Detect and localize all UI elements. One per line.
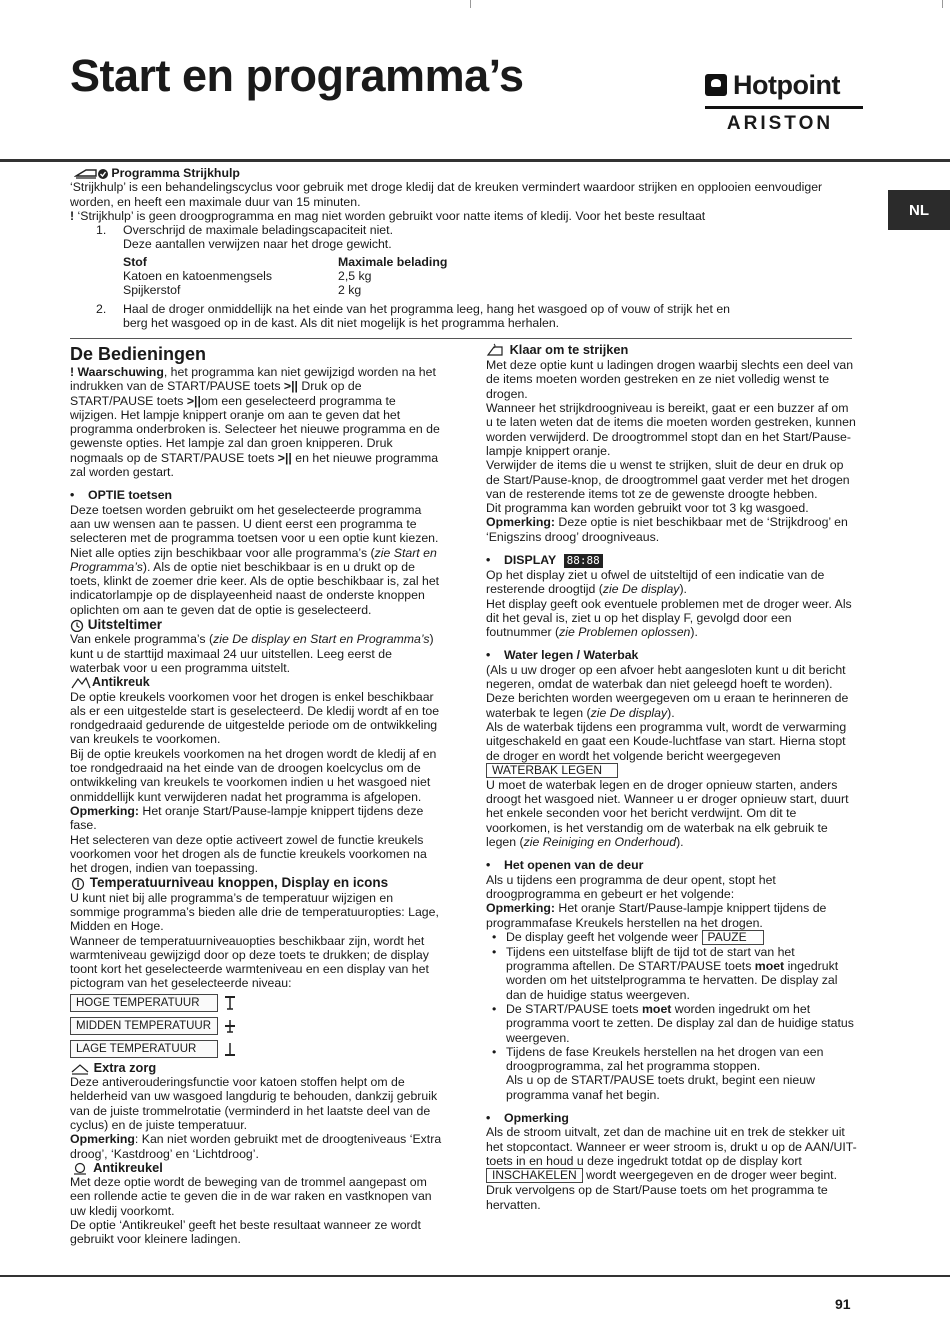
klaar-e: Opmerking: Deze optie is niet beschikbaar met de ‘Strijkdroog’ en ‘Enigszins droog’ droogniveaus. xyxy=(486,515,848,544)
temp-level-medium: MIDDEN TEMPERATUUR xyxy=(70,1017,218,1035)
hotpoint-ariston-logo xyxy=(705,70,867,140)
table-header-stof: Stof xyxy=(123,254,147,269)
optie-title: • OPTIE toetsen xyxy=(70,488,442,502)
temp-b: Wanneer de temperatuurniveauopties beschikbaar zijn, wordt het warmteniveau gewijzigd door op deze toets te drukken; de display toont kort het geselecteerde warmteniveau en een display van het pictogram van het geselecteerde niveau: xyxy=(70,933,429,991)
start-pause-icon: >|| xyxy=(274,450,292,465)
temp-level-high: HOGE TEMPERATUUR xyxy=(70,994,218,1012)
antikreuk-a: De optie kreukels voorkomen voor het drogen is enkel beschikbaar als er een uitgestelde start is geselecteerd. De kledij wordt af en toe rondgedraaid gedurende de uitgestelde periode om de ontwikkeling van kreukels te voorkomen. xyxy=(70,689,440,747)
logo-brand: Hotpoint xyxy=(733,70,840,100)
temp-high-icon xyxy=(223,995,237,1011)
hotpoint-logo-icon xyxy=(705,74,727,96)
klaar-d: Dit programma kan worden gebruikt voor tot 3 kg wasgoed. xyxy=(486,501,809,516)
section-rule xyxy=(70,338,852,339)
strijkhulp-p2: ‘Strijkhulp’ is geen droogprogramma en mag niet worden gebruikt voor natte items of kledij. Voor het beste resultaat xyxy=(77,208,706,223)
antikreukel-heading: Antikreukel xyxy=(70,1161,442,1175)
page-title: Start en programma’s xyxy=(70,50,524,101)
item1-b: Deze aantallen verwijzen naar het droge gewicht. xyxy=(123,237,392,252)
deur-b: Opmerking: Het oranje Start/Pause-lampje knippert tijdens de programmafase Kreukels herstellen na het drogen. xyxy=(486,901,827,930)
list-item: • Tijdens de fase Kreukels herstellen na het drogen van een droogprogramma, zal het programma stoppen. Als u op de START/PAUSE toets drukt, begint een nieuw programma vanaf het begin. xyxy=(506,1045,858,1102)
strijkhulp-section xyxy=(70,166,840,330)
optie-paragraph: Deze toetsen worden gebruikt om het geselecteerde programma aan uw wensen aan te passen. U dient eerst een programma te selecteren met de programma toetsen voor u een optie kunt kiezen. Niet alle opties zijn beschikbaar voor alle programma’s (zie Start en Programma’s). Als de optie niet beschikbaar is en u drukt op de toets, klinkt de zoemer drie keer. Als de optie beschikbaar is, zal het indicatorlampje op de displayeenheid naast de onderste knoppen oplichten om aan te geven dat de optie is geselecteerd. xyxy=(70,502,440,617)
item1-a: Overschrijd de maximale beladingscapaciteit niet. xyxy=(123,223,393,238)
water-a: (Als u uw droger op een afvoer hebt aangesloten kunt u dit bericht negeren, omdat de waterbak dan niet geleegd hoeft te worden). xyxy=(486,662,846,692)
antikreuk-heading: Antikreuk xyxy=(70,675,442,689)
table-cell: 2,5 kg xyxy=(338,269,372,284)
crop-mark xyxy=(942,0,943,8)
antikreuk-b: Bij de optie kreukels voorkomen na het drogen wordt de kledij af en toe rondgedraaid na het einde van de droogen koelcyclus om de ontwikkeling van kreukels te voorkomen indien u het wasgoed niet onmiddellijk kunt verwijderen nadat het programma is afgelopen. Opmerking: Het oranje Start/Pause-lampje knippert tijdens deze fase. xyxy=(70,746,437,833)
klaar-b: Wanneer het strijkdroogniveau is bereikt, gaat er een buzzer af om u te laten weten dat de items die moeten worden gestreken, kunnen worden verwijderd. De droogtrommel stopt dan en het Start/Pause-lampje knippert oranje. xyxy=(486,401,856,458)
display-a: Op het display ziet u ofwel de uitsteltijd of een indicatie van de resterende droogtijd (zie De display). xyxy=(486,567,825,597)
klaar-heading: Klaar om te strijken xyxy=(486,343,858,358)
antikreukel-a: Met deze optie wordt de beweging van de trommel aangepast om een rollende actie te geven die in de war raken en vastknopen van uw kledij voorkomt. xyxy=(70,1175,432,1218)
table-cell: Katoen en katoenmengsels xyxy=(123,269,273,284)
logo-sub: ARISTON xyxy=(726,113,834,134)
display-c: Het display geeft ook eventuele problemen met de droger weer. Als dit het geval is, ziet u op het display F, gevolgd door een foutnummer (zie Problemen oplossen). xyxy=(486,596,852,640)
opmerking-heading: • Opmerking xyxy=(486,1111,858,1125)
strijkhulp-p1: ‘Strijkhulp’ is een behandelingscyclus voor gebruik met droge kledij dat de kreuken vermindert waardoor strijken en opplooien eenvoudiger worden, en heeft een maximale duur van 15 minuten. xyxy=(70,180,823,209)
antikreuk-d: Het selecteren van deze optie activeert zowel de functie kreukels voorkomen voor het drogen als de functie kreukels voorkomen na het drogen, indien van toepassing. xyxy=(70,832,427,876)
iron-icon xyxy=(486,343,506,358)
item1-number: 1. xyxy=(96,223,107,238)
temp-heading: Temperatuurniveau knoppen, Display en icons xyxy=(70,876,442,890)
inschakelen-box: INSCHAKELEN xyxy=(486,1168,583,1183)
strijkhulp-heading: Programma Strijkhulp xyxy=(111,166,240,180)
deur-list xyxy=(486,930,858,1102)
list-item: • De display geeft het volgende weer PAUZE xyxy=(506,930,858,945)
extra-a: Deze antiverouderingsfunctie voor katoen stoffen helpt om de helderheid van uw wasgoed langdurig te behouden, dankzij gebruik van de juiste trommelrotatie (verminderd in het laatste deel van de cyclus) en de juiste temperatuur. xyxy=(70,1075,438,1132)
water-heading: • Water legen / Waterbak xyxy=(486,648,858,662)
footer-rule xyxy=(0,1275,950,1277)
klaar-c: Verwijder de items die u wenst te strijken, sluit de deur en druk op de Start/Pause-knop, de droogtrommel gaat verder met het drogen van de resterende items tot ze de gewenste droogte hebben. xyxy=(486,458,850,501)
deur-a: Als u tijdens een programma de deur opent, stopt het droogprogramma en gebeurt er het volgende: xyxy=(486,872,776,901)
water-d: Als de waterbak tijdens een programma vult, wordt de verwarming uitgeschakeld en gaat een Koude-luchtfase van start. Hierna stopt de droger en wordt het volgende bericht weergegeven WATERBAK LEGEN xyxy=(486,719,847,777)
crop-mark xyxy=(470,0,471,8)
pauze-box: PAUZE xyxy=(702,930,764,945)
table-cell: Spijkerstof xyxy=(123,283,181,298)
antikreukel-b: De optie ‘Antikreukel’ geeft het beste resultaat wanneer ze wordt gebruikt voor kleinere ladingen. xyxy=(70,1218,421,1247)
antikreuk-icon xyxy=(70,676,92,689)
logo-divider xyxy=(705,106,863,109)
timer-heading: Uitsteltimer xyxy=(70,618,442,632)
water-b: Deze berichten worden weergegeven om u eraan te herinneren de waterbak te legen (zie De display). xyxy=(486,691,849,720)
deur-heading: • Het openen van de deur xyxy=(486,858,858,872)
warning-paragraph: ! Waarschuwing, het programma kan niet gewijzigd worden na het indrukken van de START/PAUSE toets >|| Druk op de START/PAUSE toets >||om een geselecteerd programma te wijzigen. Het lampje knippert oranje om aan te geven dat het programma onderbroken is. Selecteer het nieuwe programma en de gewenste opties. Het lampje zal dan groen knipperen. Druk nogmaals op de START/PAUSE toets >|| en het nieuwe programma zal worden gestart. xyxy=(70,365,440,480)
opmerking-paragraph: Als de stroom uitvalt, zet dan de machine uit en trek de stekker uit het stopcontact. Wanneer er weer stroom is, drukt u op de AAN/UIT-toets in en houd u deze ingedrukt totdat op de display kort INSCHAKELEN wordt weergegeven en de droger weer begint. Druk vervolgens op de Start/Pause toets om het programma te hervatten. xyxy=(486,1125,857,1212)
extra-heading: Extra zorg xyxy=(70,1061,442,1075)
water-e: U moet de waterbak legen en de droger opnieuw starten, anders droogt het wasgoed niet. Wanneer u er droger opnieuw start, duurt het enkele seconden voor het bericht verdwijnt. Om dit te voorkomen, is het verstandig om de waterbak na elk gebruik te legen (zie Reiniging en Onderhoud). xyxy=(486,777,849,850)
start-pause-icon: >|| xyxy=(280,379,298,394)
left-column xyxy=(70,343,442,1247)
start-pause-icon: >|| xyxy=(183,393,201,408)
antikreukel-icon xyxy=(70,1162,90,1175)
display-digits: 88:88 xyxy=(564,554,603,568)
list-item: • De START/PAUSE toets moet worden ingedrukt om het programma voort te zetten. De display zal dan de huidige status weergeven. xyxy=(506,1002,858,1045)
temp-low-icon xyxy=(223,1041,237,1057)
warning-icon: ! xyxy=(70,208,78,223)
list-item: • Tijdens een uitstelfase blijft de tijd tot de start van het programma aftellen. De START/PAUSE toets moet ingedrukt worden om het uitstelprogramma te hervatten. De display zal dan de huidige status weergeven. xyxy=(506,945,858,1002)
iron-check-icon xyxy=(74,167,108,180)
page-number: 91 xyxy=(835,1296,851,1312)
item2-text: Haal de droger onmiddellijk na het einde van het programma leeg, hang het wasgoed op of vouw of strijk het en berg het wasgoed op in de kast. Als dit niet mogelijk is het programma herhalen. xyxy=(123,301,731,330)
extra-care-icon xyxy=(70,1062,90,1075)
temp-medium-icon xyxy=(223,1018,237,1034)
display-heading: • DISPLAY 88:88 xyxy=(486,553,858,568)
temp-levels xyxy=(70,994,442,1058)
extra-b: Opmerking: Kan niet worden gebruikt met de droogteniveaus ‘Extra droog’, ‘Kastdroog’ en ‘Lichtdroog’. xyxy=(70,1132,442,1161)
right-column xyxy=(486,343,858,1212)
temp-level-low: LAGE TEMPERATUUR xyxy=(70,1040,218,1058)
table-row xyxy=(123,283,447,297)
language-tab: NL xyxy=(888,190,950,230)
clock-icon xyxy=(70,619,84,632)
load-table xyxy=(123,255,447,298)
table-cell: 2 kg xyxy=(338,283,362,298)
bedieningen-title: De Bedieningen xyxy=(70,344,207,364)
thermometer-icon xyxy=(70,877,86,890)
klaar-a: Met deze optie kunt u ladingen drogen waarbij slechts een deel van de items moeten worden gestreken en ze niet volledig wenst te drogen. xyxy=(486,358,854,401)
header-rule xyxy=(0,159,950,162)
waterbak-legen-box: WATERBAK LEGEN xyxy=(486,763,618,778)
timer-paragraph: Van enkele programma’s (zie De display en Start en Programma’s) kunt u de starttijd maximaal 24 uur uitstellen. Leeg eerst de waterbak voor u een programma uitstelt. xyxy=(70,632,434,675)
table-row xyxy=(123,269,447,283)
table-header-belading: Maximale belading xyxy=(338,254,448,269)
temp-a: U kunt niet bij alle programma’s de temperatuur wijzigen en sommige programma’s bieden alle drie de temperatuuropties: Lage, Midden en Hoge. xyxy=(70,890,439,934)
item2-number: 2. xyxy=(96,301,107,316)
